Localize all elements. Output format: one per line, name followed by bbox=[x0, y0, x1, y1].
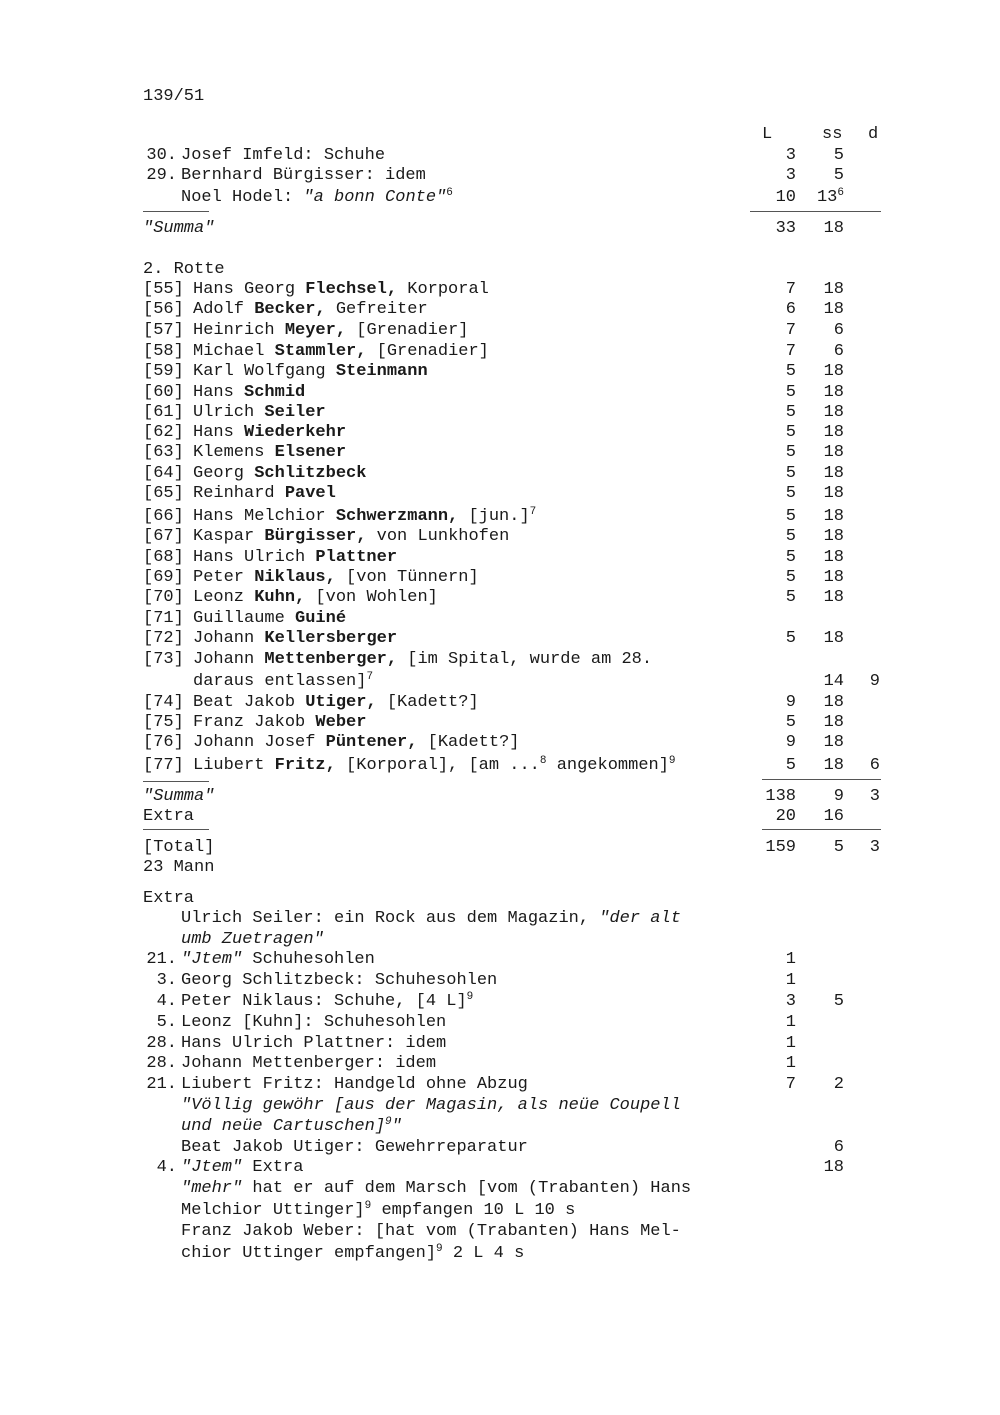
roster-row bbox=[0, 464, 1000, 484]
roster-text: Klemens Elsener bbox=[193, 443, 347, 462]
roster-row bbox=[0, 527, 1000, 547]
entry-text: umb Zuetragen" bbox=[181, 930, 324, 949]
surname: Weber bbox=[315, 713, 367, 732]
roster-row bbox=[0, 713, 1000, 733]
value-ss: 6 bbox=[833, 321, 844, 340]
entry-text: und neüe Cartuschen]$^9$" bbox=[181, 1116, 402, 1136]
divider bbox=[750, 211, 881, 212]
value-l: 5 bbox=[785, 362, 796, 381]
roster-text: Georg Schlitzbeck bbox=[193, 464, 367, 483]
value-ss: 16 bbox=[823, 807, 844, 826]
extra-row bbox=[0, 950, 1000, 970]
roster-row bbox=[0, 362, 1000, 382]
value-l: 3 bbox=[785, 146, 796, 165]
entry-row bbox=[0, 1138, 1000, 1158]
surname: Guiné bbox=[295, 609, 347, 628]
value-ss: 18 bbox=[823, 568, 844, 587]
value-l: 7 bbox=[785, 280, 796, 299]
value-ss: 6 bbox=[833, 1138, 844, 1157]
roster-row bbox=[0, 693, 1000, 713]
value-l: 5 bbox=[785, 568, 796, 587]
roster-number: [74] bbox=[143, 693, 184, 712]
value-ss: 18 bbox=[823, 588, 844, 607]
value-ss: 18 bbox=[823, 693, 844, 712]
roster-number: [65] bbox=[143, 484, 184, 503]
value-ss: 18 bbox=[823, 443, 844, 462]
entry-day: 30. bbox=[146, 146, 177, 165]
footnote-ref: 8 bbox=[539, 755, 547, 767]
roster-number: [77] bbox=[143, 756, 184, 775]
summa-row bbox=[0, 219, 1000, 239]
roster-row bbox=[0, 403, 1000, 423]
entry-text: chior Uttinger empfangen]$^9$ 2 L 4 s bbox=[181, 1243, 525, 1263]
roster-row bbox=[0, 443, 1000, 463]
surname: Becker, bbox=[254, 300, 326, 319]
surname: Plattner bbox=[315, 548, 398, 567]
value-l: 1 bbox=[785, 1054, 796, 1073]
entry-text: Bernhard Bürgisser: idem bbox=[181, 166, 426, 185]
roster-text: Johann Mettenberger, [im Spital, wurde am 28. bbox=[193, 650, 653, 669]
summa-label: "Summa" bbox=[143, 787, 215, 806]
footnote-ref: 7 bbox=[529, 506, 537, 518]
value-ss: 18 bbox=[823, 527, 844, 546]
roster-text: Johann Josef Püntener, [Kadett?] bbox=[193, 733, 520, 752]
entry-text: Melchior Uttinger]$^9$ empfangen 10 L 10 s bbox=[181, 1200, 576, 1220]
value-l: 5 bbox=[785, 756, 796, 775]
roster-row bbox=[0, 280, 1000, 300]
entry-text: Josef Imfeld: Schuhe bbox=[181, 146, 386, 165]
roster-number: [61] bbox=[143, 403, 184, 422]
divider bbox=[143, 781, 209, 782]
surname: Schwerzmann, bbox=[335, 507, 459, 526]
divider bbox=[143, 211, 209, 212]
value-l: 5 bbox=[785, 548, 796, 567]
value-l: 159 bbox=[765, 838, 796, 857]
roster-number: [66] bbox=[143, 507, 184, 526]
entry-row bbox=[0, 1096, 1000, 1116]
value-ss: 5 bbox=[833, 838, 844, 857]
value-ss: 18 bbox=[823, 507, 844, 526]
surname: Elsener bbox=[274, 443, 347, 462]
value-ss: 18 bbox=[823, 383, 844, 402]
roster-number: [62] bbox=[143, 423, 184, 442]
summa-row bbox=[0, 787, 1000, 807]
value-l: 5 bbox=[785, 443, 796, 462]
entry-row bbox=[0, 909, 1000, 929]
roster-row bbox=[0, 321, 1000, 341]
entry-text: "Jtem" Extra bbox=[181, 1158, 304, 1177]
value-ss: 14 bbox=[823, 672, 844, 691]
roster-number: [76] bbox=[143, 733, 184, 752]
value-ss: 18 bbox=[823, 219, 844, 238]
roster-row bbox=[0, 650, 1000, 670]
roster-row bbox=[0, 507, 1000, 527]
value-l: 1 bbox=[785, 1013, 796, 1032]
entry-day: 4. bbox=[156, 992, 177, 1011]
value-l: 5 bbox=[785, 423, 796, 442]
roster-number: [57] bbox=[143, 321, 184, 340]
entry-row bbox=[0, 1158, 1000, 1178]
value-l: 9 bbox=[785, 693, 796, 712]
roster-text: Hans Georg Flechsel, Korporal bbox=[193, 280, 489, 299]
entry-row bbox=[0, 146, 1000, 166]
roster-text: Ulrich Seiler bbox=[193, 403, 326, 422]
value-l: 3 bbox=[785, 992, 796, 1011]
value-ss: 18 bbox=[823, 362, 844, 381]
entry-text: Liubert Fritz: Handgeld ohne Abzug bbox=[181, 1075, 528, 1094]
value-l: 5 bbox=[785, 629, 796, 648]
value-l: 5 bbox=[785, 403, 796, 422]
extra-row bbox=[0, 807, 1000, 827]
entry-row bbox=[0, 930, 1000, 950]
roster-number: [58] bbox=[143, 342, 184, 361]
roster-number: [72] bbox=[143, 629, 184, 648]
entry-text: Ulrich Seiler: ein Rock aus dem Magazin, "der alt bbox=[181, 909, 681, 928]
roster-text: Guillaume Guiné bbox=[193, 609, 347, 628]
value-l: 5 bbox=[785, 713, 796, 732]
summa-label: "Summa" bbox=[143, 219, 215, 238]
value-l: 5 bbox=[785, 383, 796, 402]
surname: Kellersberger bbox=[264, 629, 398, 648]
value-l: 1 bbox=[785, 1034, 796, 1053]
roster-number: [69] bbox=[143, 568, 184, 587]
roster-row bbox=[0, 756, 1000, 776]
value-l: 9 bbox=[785, 733, 796, 752]
entry-row bbox=[0, 188, 1000, 208]
value-ss: 18 bbox=[823, 733, 844, 752]
roster-number: [60] bbox=[143, 383, 184, 402]
entry-row bbox=[0, 1179, 1000, 1199]
entry-text: Johann Mettenberger: idem bbox=[181, 1054, 437, 1073]
value-d: 9 bbox=[869, 672, 880, 691]
value-d: 6 bbox=[869, 756, 880, 775]
entry-day: 28. bbox=[146, 1054, 177, 1073]
entry-text: Franz Jakob Weber: [hat vom (Trabanten) Hans Mel- bbox=[181, 1222, 681, 1241]
roster-text: Liubert Fritz, [Korporal], [am ...$^8$ angekommen]$^9$ bbox=[193, 755, 676, 775]
value-ss: 18 bbox=[823, 756, 844, 775]
surname: Seiler bbox=[264, 403, 326, 422]
roster-text: Michael Stammler, [Grenadier] bbox=[193, 342, 489, 361]
roster-text: Leonz Kuhn, [von Wohlen] bbox=[193, 588, 438, 607]
value-ss: 18 bbox=[823, 423, 844, 442]
roster-number: [56] bbox=[143, 300, 184, 319]
value-ss: 18 bbox=[823, 464, 844, 483]
entry-row bbox=[0, 1117, 1000, 1137]
entry-day: 3. bbox=[156, 971, 177, 990]
value-l: 7 bbox=[785, 1075, 796, 1094]
entry-day: 21. bbox=[146, 1075, 177, 1094]
roster-text: Hans Ulrich Plattner bbox=[193, 548, 398, 567]
section-title: 2. Rotte bbox=[143, 260, 225, 279]
value-ss: 6 bbox=[833, 342, 844, 361]
surname: Mettenberger, bbox=[264, 650, 398, 669]
surname: Fritz, bbox=[274, 756, 336, 775]
surname: Schmid bbox=[244, 383, 306, 402]
roster-text: Franz Jakob Weber bbox=[193, 713, 367, 732]
roster-row bbox=[0, 548, 1000, 568]
footnote-ref: 9 bbox=[466, 991, 474, 1003]
roster-text: Peter Niklaus, [von Tünnern] bbox=[193, 568, 479, 587]
entry-text: Peter Niklaus: Schuhe, [4 L]$^9$ bbox=[181, 991, 474, 1011]
roster-row bbox=[0, 300, 1000, 320]
value-l: 5 bbox=[785, 588, 796, 607]
surname: Wiederkehr bbox=[244, 423, 347, 442]
divider bbox=[143, 829, 209, 830]
roster-row bbox=[0, 484, 1000, 504]
surname: Utiger, bbox=[305, 693, 377, 712]
value-l: 7 bbox=[785, 342, 796, 361]
entry-row bbox=[0, 1222, 1000, 1242]
entry-row bbox=[0, 1201, 1000, 1221]
roster-row bbox=[0, 672, 1000, 692]
roster-text: Hans Wiederkehr bbox=[193, 423, 347, 442]
roster-number: [55] bbox=[143, 280, 184, 299]
total-label: [Total] bbox=[143, 838, 215, 857]
entry-text: Noel Hodel: "a bonn Conte"$^6$ bbox=[181, 187, 453, 207]
value-ss: 5 bbox=[833, 146, 844, 165]
entry-text: "Jtem" Schuhesohlen bbox=[181, 950, 375, 969]
value-l: 7 bbox=[785, 321, 796, 340]
entry-text: Leonz [Kuhn]: Schuhesohlen bbox=[181, 1013, 447, 1032]
footnote-ref: 9 bbox=[668, 755, 676, 767]
value-l: 5 bbox=[785, 527, 796, 546]
entry-text: "Völlig gewöhr [aus der Magasin, als neüe Coupell bbox=[181, 1096, 681, 1115]
entry-row bbox=[0, 1244, 1000, 1264]
extra-label: Extra bbox=[143, 807, 195, 826]
value-l: 33 bbox=[775, 219, 796, 238]
value-ss: 18 bbox=[823, 300, 844, 319]
value-d: 3 bbox=[869, 787, 880, 806]
entry-text: Hans Ulrich Plattner: idem bbox=[181, 1034, 447, 1053]
section-title: Extra bbox=[143, 889, 195, 908]
surname: Stammler, bbox=[274, 342, 367, 361]
roster-row bbox=[0, 588, 1000, 608]
roster-text: Hans Melchior Schwerzmann, $[jun.]^7$ bbox=[193, 506, 537, 526]
roster-number: [67] bbox=[143, 527, 184, 546]
surname: Meyer, bbox=[284, 321, 347, 340]
mann-count: 23 Mann bbox=[143, 858, 215, 877]
extra-row bbox=[0, 1075, 1000, 1095]
value-ss: $13^6$ bbox=[816, 187, 844, 207]
value-l: 1 bbox=[785, 971, 796, 990]
roster-row bbox=[0, 423, 1000, 443]
roster-row bbox=[0, 629, 1000, 649]
roster-text: Hans Schmid bbox=[193, 383, 306, 402]
value-ss: 18 bbox=[823, 713, 844, 732]
value-ss: 18 bbox=[823, 1158, 844, 1177]
roster-text: Johann Kellersberger bbox=[193, 629, 398, 648]
divider bbox=[762, 779, 881, 780]
surname: Püntener, bbox=[325, 733, 418, 752]
divider bbox=[762, 829, 881, 830]
column-header-d: d bbox=[868, 125, 879, 144]
entry-text: "mehr" hat er auf dem Marsch [vom (Trabanten) Hans bbox=[181, 1179, 692, 1198]
roster-row bbox=[0, 383, 1000, 403]
value-l: 10 bbox=[775, 188, 796, 207]
roster-row bbox=[0, 609, 1000, 629]
value-ss: 18 bbox=[823, 629, 844, 648]
page-number: 139/51 bbox=[143, 87, 205, 106]
value-ss: 5 bbox=[833, 166, 844, 185]
roster-row bbox=[0, 342, 1000, 362]
surname: Bürgisser, bbox=[264, 527, 367, 546]
surname: Schlitzbeck bbox=[254, 464, 367, 483]
footnote-ref: 7 bbox=[366, 671, 374, 683]
entry-day: 5. bbox=[156, 1013, 177, 1032]
roster-number: [68] bbox=[143, 548, 184, 567]
extra-row bbox=[0, 1013, 1000, 1033]
extra-row bbox=[0, 1034, 1000, 1054]
entry-row bbox=[0, 166, 1000, 186]
value-l: 138 bbox=[765, 787, 796, 806]
entry-day: 21. bbox=[146, 950, 177, 969]
roster-number: [59] bbox=[143, 362, 184, 381]
value-ss: 2 bbox=[833, 1075, 844, 1094]
value-ss: 18 bbox=[823, 548, 844, 567]
value-ss: 18 bbox=[823, 484, 844, 503]
extra-row bbox=[0, 971, 1000, 991]
entry-day: 29. bbox=[146, 166, 177, 185]
entry-text: Georg Schlitzbeck: Schuhesohlen bbox=[181, 971, 498, 990]
column-header-l: L bbox=[762, 125, 773, 144]
value-ss: 18 bbox=[823, 280, 844, 299]
value-l: 5 bbox=[785, 507, 796, 526]
value-l: 3 bbox=[785, 166, 796, 185]
extra-row bbox=[0, 1054, 1000, 1074]
entry-day: 4. bbox=[156, 1158, 177, 1177]
extra-row bbox=[0, 992, 1000, 1012]
roster-number: [70] bbox=[143, 588, 184, 607]
value-l: 5 bbox=[785, 464, 796, 483]
surname: Steinmann bbox=[335, 362, 428, 381]
surname: Niklaus, bbox=[254, 568, 336, 587]
surname: Kuhn, bbox=[254, 588, 306, 607]
total-row bbox=[0, 838, 1000, 858]
entry-day: 28. bbox=[146, 1034, 177, 1053]
roster-number: [64] bbox=[143, 464, 184, 483]
value-l: 6 bbox=[785, 300, 796, 319]
entry-text: Beat Jakob Utiger: Gewehrreparatur bbox=[181, 1138, 528, 1157]
value-l: 5 bbox=[785, 484, 796, 503]
roster-text: Reinhard Pavel bbox=[193, 484, 336, 503]
surname: Pavel bbox=[284, 484, 336, 503]
roster-row bbox=[0, 733, 1000, 753]
roster-row bbox=[0, 568, 1000, 588]
value-l: 20 bbox=[775, 807, 796, 826]
roster-text: Karl Wolfgang Steinmann bbox=[193, 362, 428, 381]
roster-number: [63] bbox=[143, 443, 184, 462]
roster-number: [73] bbox=[143, 650, 184, 669]
value-d: 3 bbox=[869, 838, 880, 857]
roster-text: Kaspar Bürgisser, von Lunkhofen bbox=[193, 527, 510, 546]
surname: Flechsel, bbox=[305, 280, 398, 299]
roster-number: [75] bbox=[143, 713, 184, 732]
value-ss: 9 bbox=[833, 787, 844, 806]
roster-text: Heinrich Meyer, [Grenadier] bbox=[193, 321, 469, 340]
value-ss: 18 bbox=[823, 403, 844, 422]
roster-number: [71] bbox=[143, 609, 184, 628]
column-header-ss: ss bbox=[822, 125, 843, 144]
value-ss: 5 bbox=[833, 992, 844, 1011]
roster-text: Adolf Becker, Gefreiter bbox=[193, 300, 428, 319]
value-l: 1 bbox=[785, 950, 796, 969]
roster-text: daraus entlassen]$^7$ bbox=[193, 671, 374, 691]
roster-text: Beat Jakob Utiger, [Kadett?] bbox=[193, 693, 479, 712]
